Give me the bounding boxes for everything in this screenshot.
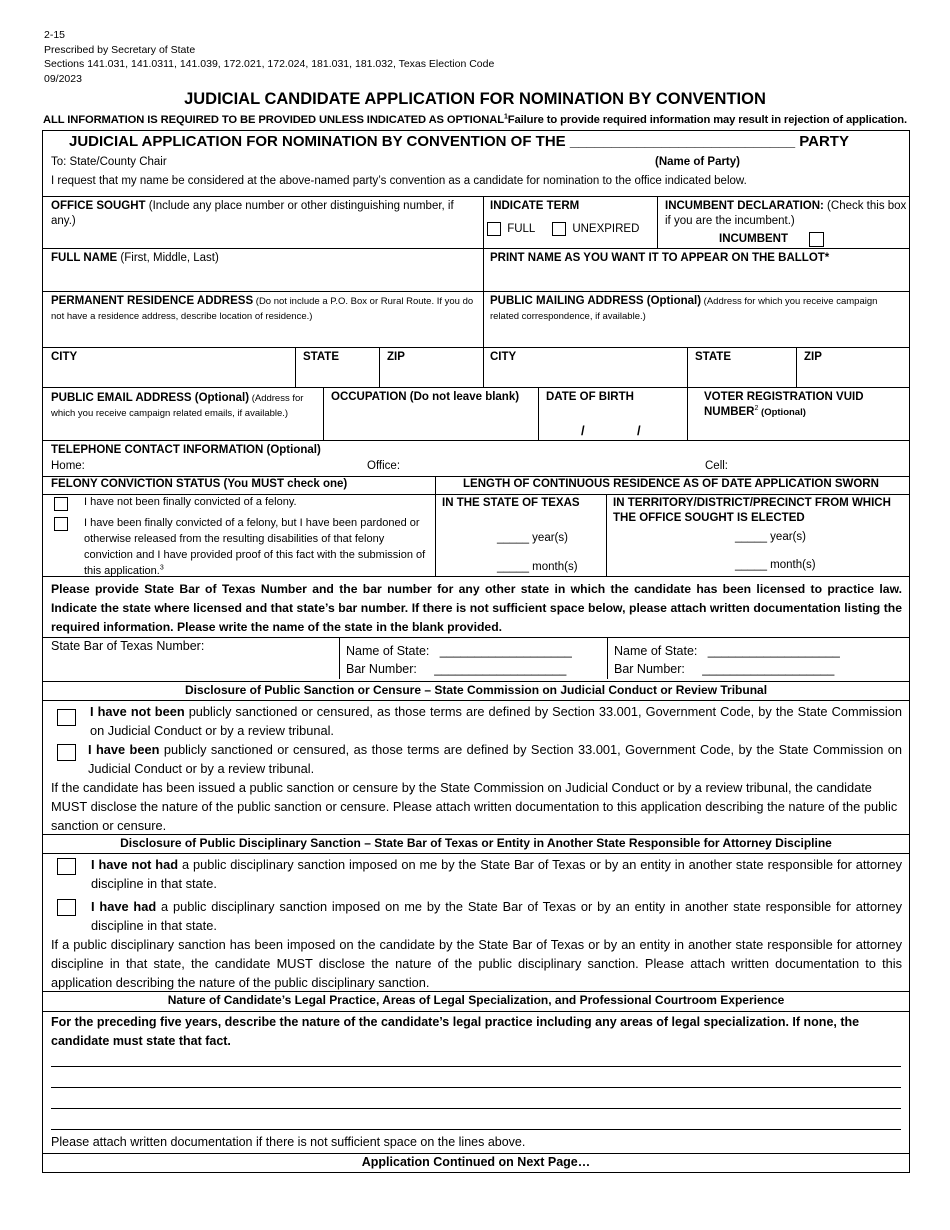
- indicate-term-label: INDICATE TERM: [490, 200, 580, 212]
- other-state-2: [614, 642, 840, 678]
- sanction-option-1-bold: I have not been: [90, 704, 185, 719]
- state-name-blank: ___________________: [707, 644, 840, 658]
- discipline-option-1-bold: I have not had: [91, 857, 179, 872]
- statute-sections: Sections 141.031, 141.0311, 141.039, 172.021, 172.024, 181.031, 181.032, Texas Election Code: [44, 58, 495, 70]
- mailing-zip-field[interactable]: ZIP: [804, 351, 822, 363]
- application-heading: JUDICIAL APPLICATION FOR NOMINATION BY CONVENTION OF THE ___________________________ PARTY: [69, 133, 849, 150]
- residence-length-label: LENGTH OF CONTINUOUS RESIDENCE AS OF DATE APPLICATION SWORN: [463, 478, 879, 490]
- footnote-ref: 2: [754, 405, 759, 413]
- residence-zip-field[interactable]: ZIP: [387, 351, 405, 363]
- practice-attach-note: Please attach written documentation if there is not sufficient space on the lines above.: [51, 1135, 526, 1149]
- party-name-label: (Name of Party): [655, 156, 740, 168]
- had-discipline-checkbox[interactable]: [57, 899, 76, 916]
- discipline-section-title: Disclosure of Public Disciplinary Sanction – State Bar of Texas or Entity in Another State Responsible for Attorney Discipline: [120, 836, 832, 850]
- state-name-label: Name of State:: [614, 644, 698, 658]
- bar-number-blank: ___________________: [702, 662, 835, 676]
- office-sought-hint: (Include any place number or other distinguishing number, if any.): [51, 200, 454, 227]
- email-field[interactable]: [51, 391, 321, 421]
- residence-state-field[interactable]: STATE: [303, 351, 339, 363]
- practice-section-title: Nature of Candidate’s Legal Practice, Areas of Legal Specialization, and Professional Courtroom Experience: [167, 993, 785, 1007]
- discipline-option-2-bold: I have had: [91, 899, 157, 914]
- term-options: [487, 222, 667, 237]
- discipline-option-2-text: a public disciplinary sanction imposed on me by the State Bar of Texas or by an entity in another state responsible for attorney discipline in that state.: [91, 899, 902, 933]
- dob-separator-1: /: [581, 423, 585, 438]
- page-title: JUDICIAL CANDIDATE APPLICATION FOR NOMINATION BY CONVENTION: [184, 90, 766, 108]
- office-sought-label: OFFICE SOUGHT: [51, 200, 146, 212]
- sanction-option-1: [90, 702, 902, 740]
- mailing-address-field[interactable]: [490, 294, 905, 324]
- vuid-label: VOTER REGISTRATION VUID NUMBER: [704, 391, 864, 418]
- practice-instructions: For the preceding five years, describe the nature of the candidate’s legal practice including any areas of legal specialization. If none, the candidate must state that fact.: [51, 1015, 860, 1048]
- territory-residence-label: IN TERRITORY/DISTRICT/PRECINCT FROM WHICH THE OFFICE SOUGHT IS ELECTED: [613, 497, 891, 524]
- discipline-option-1: [91, 855, 902, 893]
- mailing-state-field[interactable]: STATE: [695, 351, 731, 363]
- felony-option-1: I have not been finally convicted of a felony.: [84, 496, 297, 508]
- sanctioned-checkbox[interactable]: [57, 744, 76, 761]
- occupation-field[interactable]: OCCUPATION (Do not leave blank): [331, 391, 520, 403]
- felony-status-label: FELONY CONVICTION STATUS (You MUST check one): [51, 478, 348, 490]
- bar-number-label: Bar Number:: [346, 662, 417, 676]
- mailing-address-label: PUBLIC MAILING ADDRESS (Optional): [490, 295, 702, 307]
- prescribed-by: Prescribed by Secretary of State: [44, 43, 196, 56]
- application-form: [42, 130, 910, 1173]
- state-1-bar-number-field[interactable]: [346, 660, 572, 678]
- texas-months-field[interactable]: _____ month(s): [497, 561, 578, 573]
- full-name-field[interactable]: [51, 251, 471, 266]
- bar-instructions: Please provide State Bar of Texas Number and the bar number for any other state in which the candidate has been licensed to practice law. Indicate the state where licensed and that state’s bar number. If there is not sufficient space below, please attach written documentation listing the required information. Please write the name of the state in the blank provided.: [51, 582, 902, 634]
- incumbent-label: INCUMBENT: [719, 233, 788, 245]
- practice-line-3[interactable]: [51, 1108, 901, 1109]
- form-number: 2-15: [44, 29, 66, 41]
- discipline-option-1-text: a public disciplinary sanction imposed on me by the State Bar of Texas or by an entity in another state responsible for attorney discipline in that state.: [91, 857, 902, 891]
- texas-years-field[interactable]: _____ year(s): [497, 532, 568, 544]
- residence-address-hint: (Do not include a P.O. Box or Rural Route. If you do not have a residence address, describe location of residence.): [51, 296, 474, 322]
- required-notice-text-2: Failure to provide required information may result in rejection of application.: [507, 114, 907, 126]
- vuid-optional: (Optional): [758, 407, 806, 418]
- felony-option-2: [84, 515, 429, 579]
- continued-footer: Application Continued on Next Page…: [361, 1155, 591, 1169]
- territory-years-field[interactable]: _____ year(s): [735, 531, 806, 543]
- sanction-option-2-bold: I have been: [88, 742, 160, 757]
- state-name-label: Name of State:: [346, 644, 430, 658]
- bar-number-blank: ___________________: [434, 662, 567, 676]
- incumbent-declaration: [665, 199, 907, 229]
- state-1-name-field[interactable]: [346, 642, 572, 660]
- practice-line-4[interactable]: [51, 1129, 901, 1130]
- discipline-note: If a public disciplinary sanction has been imposed on the candidate by the State Bar of Texas or by an entity in another state responsible for attorney discipline in that state, the candidate MUST disclose the nature of the public disciplinary sanction. Please attach written documentation to this application describing the nature of the public disciplinary sanction.: [51, 937, 902, 990]
- state-name-blank: ___________________: [439, 644, 572, 658]
- email-label: PUBLIC EMAIL ADDRESS (Optional): [51, 392, 250, 404]
- discipline-option-2: [91, 897, 902, 935]
- telephone-label: TELEPHONE CONTACT INFORMATION (Optional): [51, 444, 321, 456]
- full-name-label: FULL NAME: [51, 252, 118, 264]
- not-sanctioned-checkbox[interactable]: [57, 709, 76, 726]
- sanction-note: If the candidate has been issued a public sanction or censure by the State Commission on Judicial Conduct or by a review tribunal, the candidate MUST disclose the nature of the public sanction or censure. Please attach written documentation to this application describing the nature of the public sanction or censure.: [51, 780, 898, 833]
- no-discipline-checkbox[interactable]: [57, 858, 76, 875]
- footnote-ref: 3: [159, 564, 164, 572]
- full-name-hint: (First, Middle, Last): [117, 252, 219, 264]
- vuid-field[interactable]: [704, 390, 904, 420]
- email-hint: (Address for which you receive campaign related emails, if available.): [51, 393, 304, 419]
- sanction-option-1-text: publicly sanctioned or censured, as those terms are defined by Section 33.001, Government Code, by the State Commission on Judicial Conduct or by a review tribunal.: [90, 704, 902, 738]
- office-phone-field[interactable]: Office:: [367, 460, 401, 472]
- to-chair: To: State/County Chair: [51, 156, 167, 168]
- territory-months-field[interactable]: _____ month(s): [735, 559, 816, 571]
- felony-option-2-text: I have been finally convicted of a felony, but I have been pardoned or otherwise released from the resulting disabilities of that felony conviction and I have provided proof of this fact with the submission of this application.: [84, 517, 426, 577]
- incumbent-checkbox[interactable]: [809, 232, 824, 247]
- residence-address-label: PERMANENT RESIDENCE ADDRESS: [51, 295, 254, 307]
- felony-pardoned-checkbox[interactable]: [54, 517, 68, 531]
- required-notice: [0, 114, 950, 126]
- residence-city-field[interactable]: CITY: [51, 351, 78, 363]
- ballot-name-field[interactable]: PRINT NAME AS YOU WANT IT TO APPEAR ON THE BALLOT*: [490, 252, 830, 264]
- sanction-option-2-text: publicly sanctioned or censured, as those terms are defined by Section 33.001, Government Code, by the State Commission on Judicial Conduct or by a review tribunal.: [88, 742, 902, 776]
- home-phone-field[interactable]: Home:: [51, 460, 85, 472]
- felony-not-convicted-checkbox[interactable]: [54, 497, 68, 511]
- full-term-label: FULL: [507, 223, 535, 236]
- mailing-city-field[interactable]: CITY: [490, 351, 517, 363]
- sanction-option-2: [88, 740, 902, 778]
- residence-address-field[interactable]: [51, 294, 479, 324]
- unexpired-term-checkbox[interactable]: [552, 222, 566, 236]
- texas-residence-label: IN THE STATE OF TEXAS: [442, 497, 580, 509]
- state-2-bar-number-field[interactable]: [614, 660, 840, 678]
- form-date: 09/2023: [44, 72, 82, 85]
- required-notice-text: ALL INFORMATION IS REQUIRED TO BE PROVIDED UNLESS INDICATED AS OPTIONAL: [43, 114, 504, 126]
- incumbent-declaration-hint: (Check this box if you are the incumbent.): [665, 200, 907, 227]
- texas-bar-number-field[interactable]: State Bar of Texas Number:: [51, 639, 205, 653]
- dob-field[interactable]: DATE OF BIRTH: [546, 391, 634, 403]
- mailing-address-hint: (Address for which you receive campaign related correspondence, if available.): [490, 296, 878, 322]
- bar-number-label: Bar Number:: [614, 662, 685, 676]
- office-sought-field[interactable]: [51, 199, 471, 229]
- unexpired-term-label: UNEXPIRED: [572, 223, 640, 236]
- full-term-checkbox[interactable]: [487, 222, 501, 236]
- footnote-ref: 1: [503, 113, 508, 121]
- state-2-name-field[interactable]: [614, 642, 840, 660]
- other-state-1: [346, 642, 572, 678]
- dob-separator-2: /: [637, 423, 641, 438]
- cell-phone-field[interactable]: Cell:: [705, 460, 729, 472]
- incumbent-declaration-label: INCUMBENT DECLARATION:: [665, 200, 824, 212]
- practice-line-1[interactable]: [51, 1066, 901, 1067]
- form-header-meta: [44, 28, 494, 86]
- request-text: I request that my name be considered at the above-named party’s convention as a candidate for nomination to the office indicated below.: [51, 175, 747, 187]
- practice-line-2[interactable]: [51, 1087, 901, 1088]
- sanction-section-title: Disclosure of Public Sanction or Censure – State Commission on Judicial Conduct or Review Tribunal: [184, 683, 768, 697]
